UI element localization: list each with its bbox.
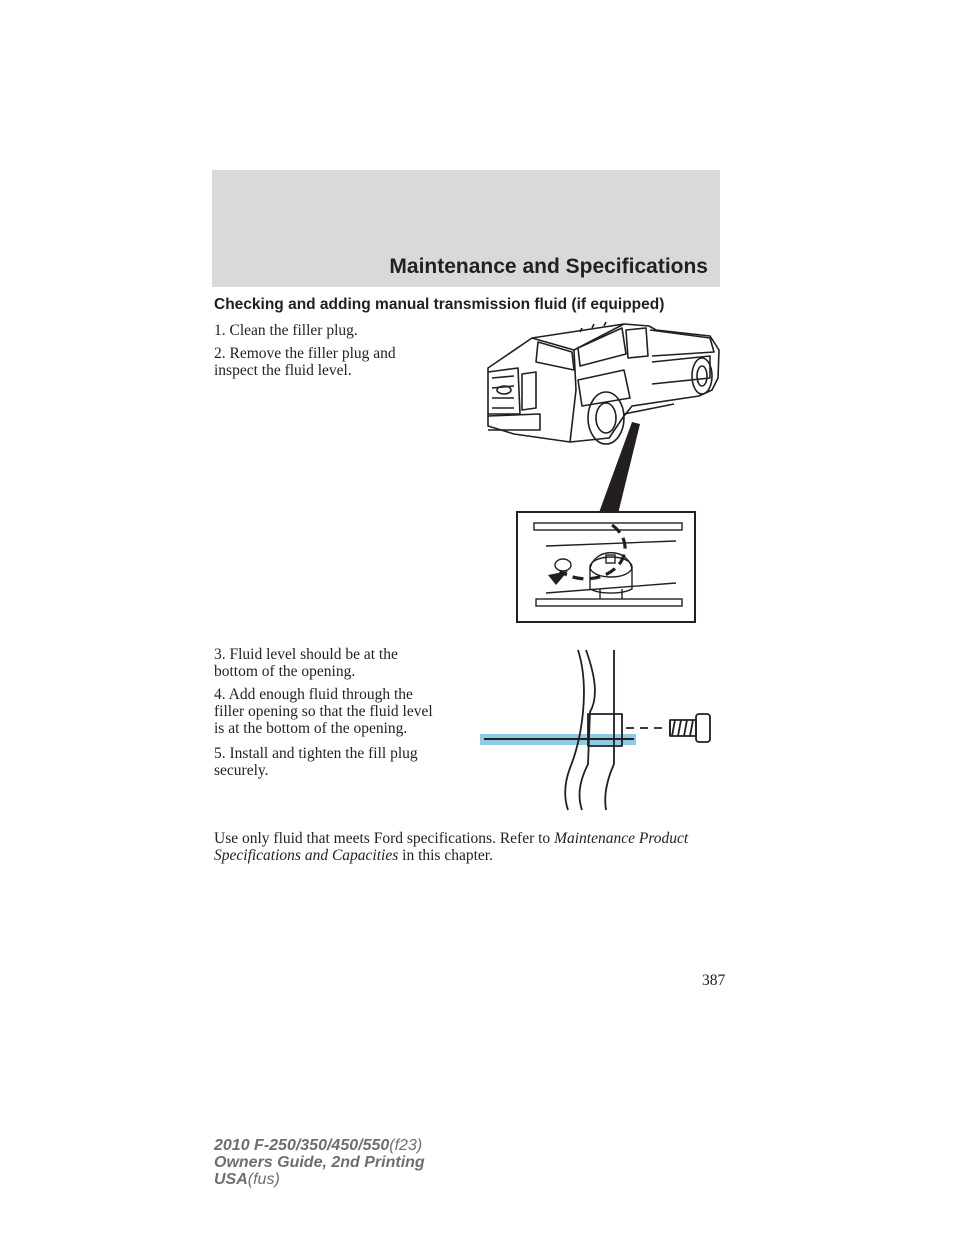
transmission-fluid-level-diagram bbox=[478, 648, 722, 812]
note-text-before: Use only fluid that meets Ford specifications. Refer to bbox=[214, 830, 551, 847]
step-5-line-1: 5. Install and tighten the fill plug bbox=[214, 745, 418, 762]
step-3-line-1: 3. Fluid level should be at the bbox=[214, 646, 398, 663]
step-1 bbox=[214, 322, 358, 339]
step-3 bbox=[214, 646, 398, 680]
footer-model: 2010 F-250/350/450/550 bbox=[214, 1137, 390, 1154]
footer-market-code: (fus) bbox=[247, 1171, 280, 1188]
step-2-line-2: inspect the fluid level. bbox=[214, 362, 352, 379]
page-number: 387 bbox=[702, 972, 726, 989]
note-reference-link[interactable]: Maintenance Product Specifications and Capacities bbox=[214, 830, 689, 864]
footer-line-2: Owners Guide, 2nd Printing bbox=[214, 1154, 425, 1171]
specifications-note bbox=[214, 830, 714, 864]
step-1-line-1: 1. Clean the filler plug. bbox=[214, 322, 358, 339]
step-5-line-2: securely. bbox=[214, 762, 269, 779]
footer-model-code: (f23) bbox=[389, 1137, 423, 1154]
filler-plug-detail bbox=[516, 511, 696, 623]
footer-line-1 bbox=[214, 1137, 425, 1154]
section-heading: Checking and adding manual transmission fluid (if equipped) bbox=[214, 296, 665, 313]
section-header-band bbox=[212, 170, 720, 287]
step-2 bbox=[214, 345, 396, 379]
footer-line-3 bbox=[214, 1171, 425, 1188]
step-4-line-1: 4. Add enough fluid through the bbox=[214, 686, 413, 703]
step-4 bbox=[214, 686, 433, 737]
pickup-truck-illustration bbox=[474, 318, 724, 518]
step-2-line-1: 2. Remove the filler plug and bbox=[214, 345, 396, 362]
step-3-line-2: bottom of the opening. bbox=[214, 663, 356, 680]
step-4-line-3: is at the bottom of the opening. bbox=[214, 720, 408, 737]
step-5 bbox=[214, 745, 418, 779]
note-text-after: in this chapter. bbox=[402, 847, 493, 864]
section-title: Maintenance and Specifications bbox=[389, 255, 708, 278]
footer-market: USA bbox=[214, 1171, 248, 1188]
document-footer bbox=[214, 1137, 425, 1188]
step-4-line-2: filler opening so that the fluid level bbox=[214, 703, 433, 720]
